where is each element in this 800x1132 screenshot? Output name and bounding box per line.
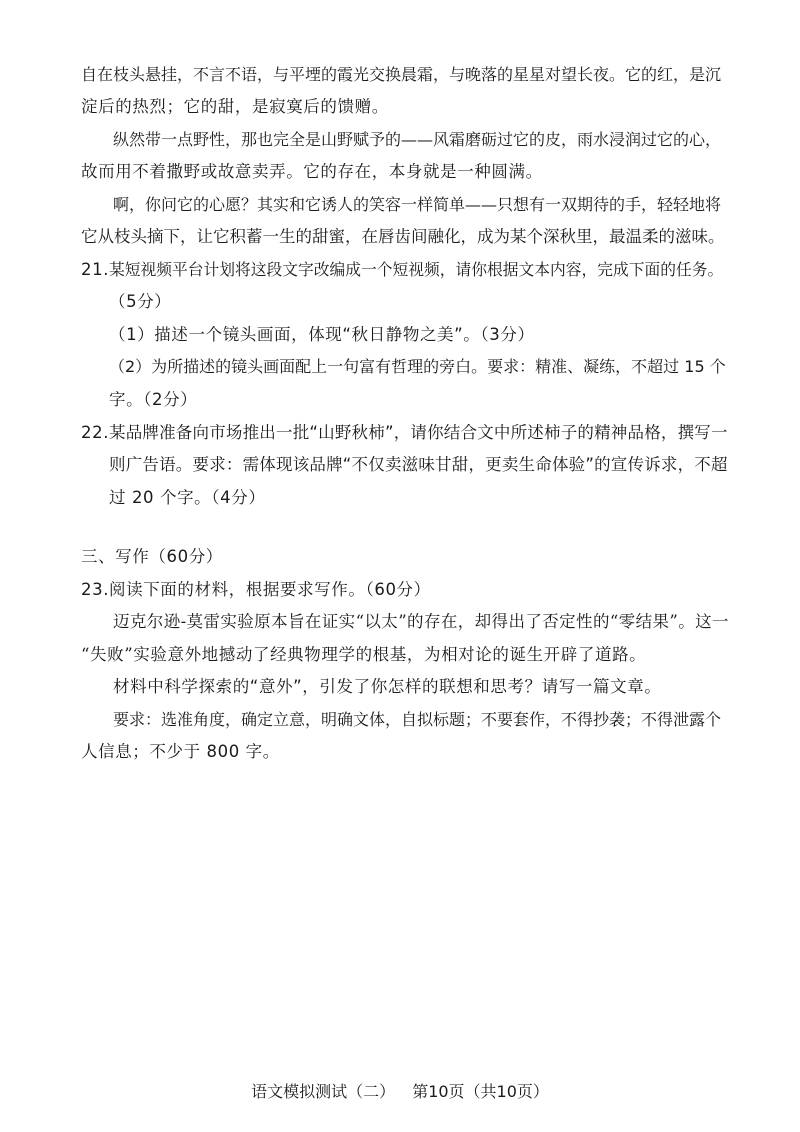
question-21-sub-2-line-1: （2）为所描述的镜头画面配上一句富有哲理的旁白。要求：精准、凝练，不超过 15 个	[109, 357, 726, 376]
question-22-line-1: 某品牌准备向市场推出一批“山野秋柿”，请你结合文中所述柿子的精神品格，撰写一	[109, 423, 728, 442]
footer-exam-title: 语文模拟测试（二）	[251, 1082, 396, 1101]
footer-page-number: 第10页（共10页）	[412, 1082, 549, 1101]
question-22-line-3: 过 20 个字。（4分）	[109, 488, 266, 507]
question-22-line-2: 则广告语。要求：需体现该品牌“不仅卖滋味甘甜，更卖生命体验”的宣传诉求，不超	[109, 455, 728, 474]
question-21-line-1: 某短视频平台计划将这段文字改编成一个短视频，请你根据文本内容，完成下面的任务。	[109, 260, 724, 279]
page-footer	[0, 1079, 800, 1102]
passage-line-6: 它从枝头摘下，让它积蓄一生的甜蜜，在唇齿间融化，成为某个深秋里，最温柔的滋味。	[81, 227, 725, 246]
passage-line-5: 啊，你问它的心愿？其实和它诱人的笑容一样简单——只想有一双期待的手，轻轻地将	[113, 195, 722, 214]
material-line-1: 迈克尔逊-莫雷实验原本旨在证实“以太”的存在，却得出了否定性的“零结果”。这一	[113, 612, 729, 631]
passage-line-4: 故而用不着撒野或故意卖弄。它的存在，本身就是一种圆满。	[81, 162, 543, 181]
question-21-sub-1: （1）描述一个镜头画面，体现“秋日静物之美”。（3分）	[109, 325, 535, 344]
question-21-sub-2-line-2: 字。（2分）	[109, 390, 198, 409]
question-21-line-2: （5分）	[109, 292, 172, 311]
passage-line-3: 纵然带一点野性，那也完全是山野赋予的——风霜磨砺过它的皮，雨水浸润过它的心，	[113, 130, 722, 149]
question-21-number: 21.	[81, 260, 110, 279]
question-23-line-1: 阅读下面的材料，根据要求写作。（60分）	[109, 580, 431, 599]
material-line-2: “失败”实验意外地撼动了经典物理学的根基，为相对论的诞生开辟了道路。	[81, 645, 647, 664]
prompt-line: 材料中科学探索的“意外”，引发了你怎样的联想和思考？请写一篇文章。	[113, 677, 662, 696]
requirements-line-1: 要求：选准角度，确定立意，明确文体，自拟标题；不要套作，不得抄袭；不得泄露个	[113, 710, 722, 729]
question-23-number: 23.	[81, 580, 110, 599]
requirements-line-2: 人信息；不少于 800 字。	[81, 742, 280, 761]
question-22-number: 22.	[81, 423, 110, 442]
passage-line-2: 淀后的热烈；它的甜，是寂寞后的馈赠。	[81, 97, 389, 116]
section-3-heading: 三、写作（60分）	[81, 547, 223, 566]
passage-line-1: 自在枝头悬挂，不言不语，与平堙的霞光交换晨霜，与晚落的星星对望长夜。它的红，是沉	[81, 65, 722, 84]
